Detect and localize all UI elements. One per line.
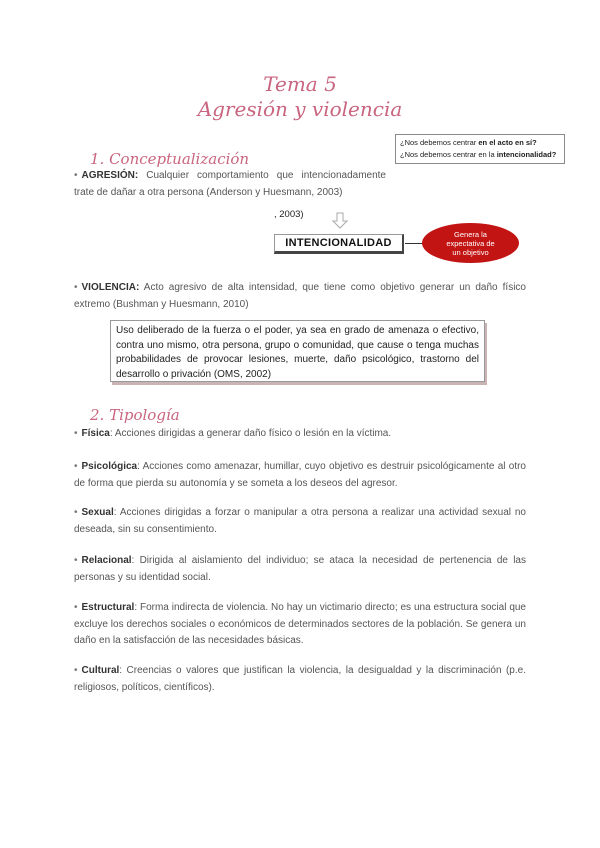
agresion-text: Cualquier comportamiento que intencionadamente trate de dañar a otra persona (Anderson y Huesmann, 2003)	[74, 170, 386, 198]
violencia-label: VIOLENCIA:	[81, 282, 140, 293]
agresion-label: AGRESIÓN:	[81, 170, 139, 181]
type-text: : Acciones como amenazar, humillar, cuyo objetivo es destruir psicológicamente al otro de forma que pierda su autonomía y se someta a los deseos del agresor.	[74, 461, 526, 489]
oval-line: Genera la	[454, 229, 487, 239]
down-arrow-icon	[332, 212, 348, 230]
type-label: Cultural	[81, 665, 120, 676]
violencia-text: Acto agresivo de alta intensidad, que tiene como objetivo generar un daño físico extremo (Bushman y Huesmann, 2010)	[74, 282, 526, 310]
type-text: : Creencias o valores que justifican la violencia, la desigualdad y la discriminación (p.e. religiosos, políticos, científicos).	[74, 665, 526, 693]
type-item-sexual	[74, 505, 526, 538]
type-item-psicologica	[74, 459, 526, 492]
bullet-icon: •	[74, 665, 78, 676]
bullet-icon: •	[74, 602, 78, 613]
type-item-cultural	[74, 663, 526, 696]
type-item-fisica	[74, 426, 526, 443]
bullet-icon: •	[74, 507, 78, 518]
page-title-line1: Tema 5	[263, 72, 337, 96]
type-text: : Dirigida al aislamiento del individuo; se ataca la necesidad de pertenencia de las personas y su identidad social.	[74, 555, 526, 583]
oval-line: un objetivo	[452, 247, 489, 257]
bullet-icon: •	[74, 461, 78, 472]
type-label: Estructural	[81, 602, 135, 613]
type-text: : Forma indirecta de violencia. No hay un victimario directo; es una estructura social que excluye los derechos sociales o económicos de determinados sectores de la población. Se genera un daño en la satisfacción de las necesidades básicas.	[74, 602, 526, 646]
note-line2-bold: intencionalidad?	[496, 150, 557, 159]
type-label: Sexual	[81, 507, 114, 518]
type-text: : Acciones dirigidas a forzar o manipular a otra persona a realizar una actividad sexual no deseada, sin su consentimiento.	[74, 507, 526, 535]
diagram-snippet: , 2003)	[274, 209, 304, 220]
violencia-paragraph	[74, 280, 526, 313]
type-item-relacional	[74, 553, 526, 586]
note-box	[395, 134, 565, 164]
objective-oval	[422, 223, 519, 263]
type-label: Física	[81, 428, 110, 439]
note-line1-text: ¿Nos debemos centrar	[400, 138, 479, 147]
note-line1-bold: en el acto en sí?	[478, 138, 537, 147]
section-heading-conceptualizacion: 1. Conceptualización	[90, 150, 250, 168]
intencionalidad-box: INTENCIONALIDAD	[274, 234, 404, 254]
type-label: Psicológica	[81, 461, 138, 472]
bullet-icon: •	[74, 428, 78, 439]
page-title-line2: Agresión y violencia	[197, 97, 403, 121]
type-text: : Acciones dirigidas a generar daño físico o lesión en la víctima.	[109, 428, 392, 439]
oms-quote-box: Uso deliberado de la fuerza o el poder, ya sea en grado de amenaza o efectivo, contra uno mismo, otra persona, grupo o comunidad, que cause o tenga muchas probabilidades de provocar lesiones, muerte, daño psicológico, trastorno del desarrollo o privación (OMS, 2002)	[110, 320, 485, 382]
type-label: Relacional	[81, 555, 132, 566]
type-item-estructural	[74, 600, 526, 650]
bullet-icon: •	[74, 170, 78, 181]
bullet-icon: •	[74, 555, 78, 566]
bullet-icon: •	[74, 282, 78, 293]
agresion-paragraph	[74, 168, 386, 201]
note-line2-text: ¿Nos debemos centrar en la	[400, 150, 497, 159]
oval-line: expectativa de	[446, 238, 495, 248]
section-heading-tipologia: 2. Tipología	[90, 406, 180, 424]
